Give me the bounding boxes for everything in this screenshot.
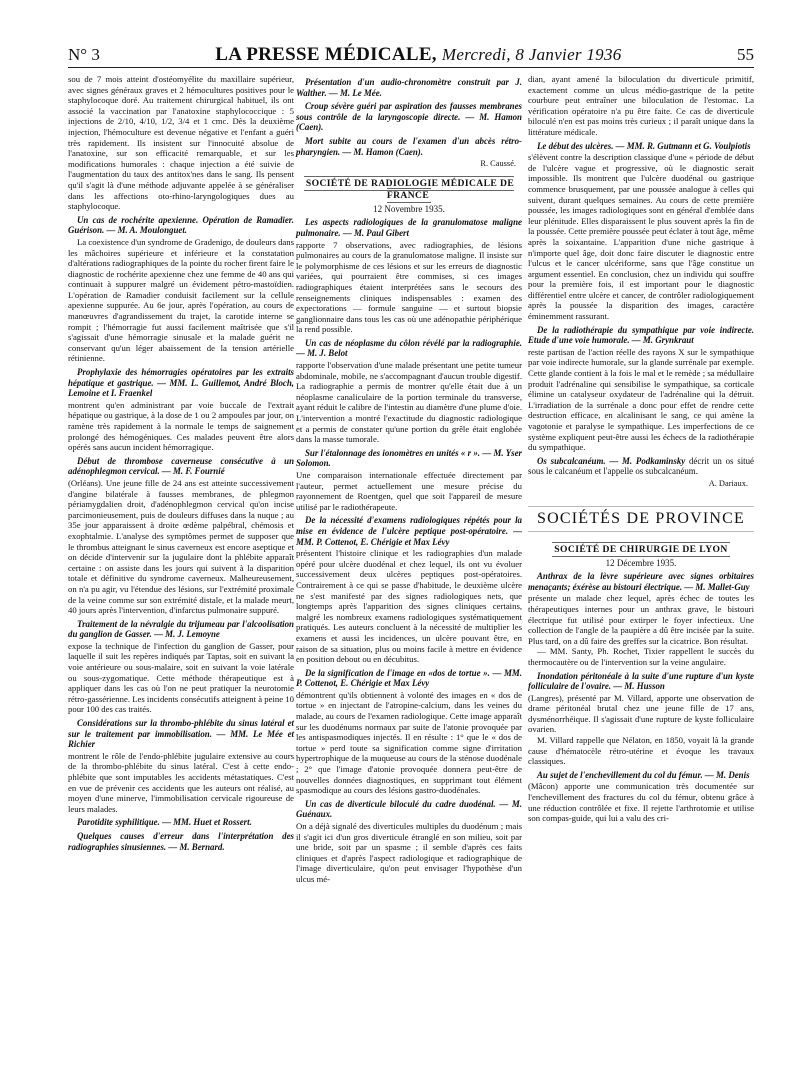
title-text: De la nécessité d'examens radiologiques répétés pour la mise en évidence de l'ulcère peptique post-opératoire.: [296, 515, 522, 536]
paragraph: M. Villard rappelle que Nélaton, en 1850, voyait là la grande cause d'hématocèle rétro-utérine et évoque les travaux classiques.: [528, 735, 754, 767]
article-authors: — M. Podkaminsky: [609, 455, 686, 466]
article-title: [528, 671, 754, 692]
article-title: [528, 141, 754, 152]
title-text: De la radiothérapie du sympathique par voie indirecte. Etude d'une voie humorale.: [528, 324, 754, 346]
section-heading: [528, 544, 754, 556]
paragraph: reste partisan de l'action réelle des rayons X sur le sympathique par voie indirecte humorale, sur la glande surrénale par exemple. Cette glande contient à la fois le mal et le remède ; sa médullaire produit l'adrénaline qui sensibilise le sympathique, sa corticale élimine un catalyseur oxydateur de l'adrénaline qui la détruit. L'irradiation de la surrénale a donc pour effet de rendre cette destruction efficace, en alcalinisant le sang, ce qui amène la vagotonie et paralyse le sympathique. Les imperfections de ce système expliquent peut-être aussi les échecs de la radiothérapie du sympathique.: [528, 346, 754, 453]
paragraph: — MM. Santy, Ph. Rochet, Tixier rappellent le succès du thermocautère ou de l'intervention sur la veine angulaire.: [528, 646, 754, 667]
paragraph: (Langres), présenté par M. Villard, apporte une observation de drame péritonéal brutal chez une jeune fille de 17 ans, dysménorrhéique. Il s'agissait d'une rupture de kyste folliculaire ovarien.: [528, 692, 754, 735]
title-text: Mort subite au cours de l'examen d'un abcès rétro-pharyngien.: [296, 135, 522, 157]
article-title: [68, 817, 294, 828]
article-title: [296, 338, 522, 359]
paragraph: démontrent qu'ils obtiennent à volonté des images en « dos de tortue » en injectant de l'atropine-calcium, dans les veines du malade, au cours de l'examen radiologique. Cette image apparaît sur les duodénums normaux par suite de l'atonie provoquée par les antispasmodiques injectés. Il en résulte : 1° que le « dos de tortue » perd toute sa signification comme signe d'irritation hypertrophique de la muqueuse au cours de la sténose duodénale ; 2° que l'image d'atonie provoquée donnera peut-être de nouvelles données diagnostiques, en supprimant tout élément spasmodique au cours des lésions gastro-duodénales.: [296, 689, 522, 796]
section-heading-text: SOCIÉTÉ DE RADIOLOGIE MÉDICALE DE FRANCE: [305, 177, 515, 201]
paragraph: montrent qu'en administrant par voie buccale de l'extrait hépatique ou gastrique, à la dose de 1 ou 2 ampoules par jour, on ramène très rapidement à la normale le temps de saignement prolongé des hémogéniques. Ces malades peuvent être alors opérés sans aucun incident hémorragique.: [68, 399, 294, 453]
article-title: [296, 77, 522, 98]
article-authors: — MM. Huet et Rossert.: [162, 817, 252, 828]
article-title: [528, 770, 754, 781]
article-authors: — M. Le Mée.: [328, 87, 382, 98]
paragraph: expose la technique de l'infection du ganglion de Gasser, pour laquelle il suit les repères indiqués par Taptas, soit en suivant la voie antérieure ou sous-malaire, soit en suivant la voie latérale ou sous-zygomatique. Cette méthode thérapeutique est à appliquer dans les cas où l'on ne peut pratiquer la neurotomie rétro-gassérienne. Les incidents consécutifs atteignent à peine 10 pour 100 des cas traités.: [68, 640, 294, 715]
paragraph: On a déjà signalé des diverticules multiples du duodénum ; mais il s'agit ici d'un gros diverticule étranglé en son milieu, soit par une bride, soit par un spasme ; il semble d'après ces faits cliniques et d'après l'aspect radiologique et radiographique de l'image diverticulaire, qu'on peut envisager l'hypothèse d'un ulcus mé-: [296, 821, 522, 884]
paragraph: (Orléans). Une jeune fille de 24 ans est atteinte successivement d'angine bilatérale à fausses membranes, de phlegmon périamygdalien droit, d'adénophlegmon cervical qu'on incise parcimonieusement, puis de douleurs diffuses dans la nuque ; au 35e jour apparaissent à droite œdème palpébral, chémosis et exophtalmie. L'analyse des symptômes permet de supposer que le thrombus atteignant le sinus caverneux est encore aseptique et on décide d'intervenir sur la jugulaire dont la phlébite apparaît certaine : on assiste dans les jours qui suivent à la disparition totale et définitive du syndrome caverneux. Malheureusement, on n'a pu agir, vu l'étendue des lésions, sur l'extrémité proximale de la veine comme sur son extrémité distale, et la malade meurt, 40 jours après l'intervention, d'infarctus pulmonaire suppuré.: [68, 477, 294, 616]
article-title: [68, 215, 294, 236]
article-title: [296, 668, 522, 689]
column-1: [68, 74, 294, 853]
page-header: [68, 44, 754, 66]
article-title: [296, 448, 522, 469]
paragraph: s'élèvent contre la description classique d'une « période de début de l'ulcère vague et progressive, où le diagnostic serait impossible. Ils montrent que l'ulcère duodénal ou gastrique commence brusquement, par une poussée analogue à celles qui suivent, durant quelques semaines. Au cours de cette première poussée, les images radiologiques sont en général d'emblée dans leur plénitude. Elles disparaissent le plus souvent après la fin de la poussée. Cette première poussée peut éclater à tout âge, même après la soixantaine. L'apparition d'une niche gastrique à n'importe quel âge, doit donc faire discuter le diagnostic entre l'ulcus et le cancer ulcériforme, sans que l'âge constitue un argument essentiel. En conclusion, chez un individu qui souffre pour la première fois, il est important pour le diagnostic différentiel entre ulcère et cancer, de contrôler radiologiquement après la poussée la disparition des images, caractère éminemment rassurant.: [528, 152, 754, 322]
page-number: 55: [737, 45, 754, 64]
title-text: Parotidite syphilitique.: [77, 817, 160, 828]
section-heading: [296, 178, 522, 202]
paragraph: présente un malade chez lequel, après échec de toutes les thérapeutiques internes pour un anthrax grave, le bistouri électrique fut utilisé pour extirper le foyer infectieux. Une collection de l'angle de la paupière a dû être incisée par la suite. Plus tard, on a dû faire des greffes sur la cicatrice. Bon résultat.: [528, 593, 754, 646]
title-text: Un cas de néoplasme du côlon révélé par la radiographie.: [305, 337, 522, 348]
report-signature: R. Caussé.: [480, 159, 516, 169]
section-date: 12 Décembre 1935.: [605, 557, 677, 568]
article-authors: — M. Grynkraut: [631, 335, 694, 346]
title-text: Début de thrombose caverneuse consécutive à un adénophlegmon cervical.: [68, 455, 294, 477]
journal-title: LA PRESSE MÉDICALE,: [215, 44, 437, 65]
article-authors: — M. Mallet-Guy: [684, 581, 750, 592]
article-authors: — M. A. Moulonguet.: [106, 225, 188, 236]
article-title: [296, 136, 522, 157]
article-title: [296, 101, 522, 133]
title-text: Croup sévère guéri par aspiration des fausses membranes sous contrôle de la laryngoscopie directe.: [296, 101, 522, 122]
article-title: [296, 515, 522, 547]
article-title: [528, 456, 754, 477]
article-authors: — M. Paul Gibert: [342, 227, 409, 238]
paragraph: décrit un os situé sous le calcanéum et l'appelle os subcalcanéum.: [528, 455, 754, 477]
title-text: Au sujet de l'enchevillement du col du fémur.: [537, 769, 703, 780]
article-authors: — M. Husson: [613, 681, 665, 692]
issue-number: N° 3: [68, 45, 100, 64]
header-rule: [68, 67, 754, 68]
title-text: Un cas de diverticule biloculé du cadre duodénal.: [305, 798, 496, 809]
article-authors: — MM. L. Guillemot, André Bloch, Lemoine et I. Fraenkel: [68, 377, 294, 399]
article-authors: — M. Hamon (Caen).: [342, 146, 423, 157]
paragraph: La coexistence d'un syndrome de Gradenigo, de douleurs dans les mâchoires supérieure et inférieure et la constatation d'altérations radiographiques de la pointe du rocher firent faire le diagnostic de rochérite apexienne chez une femme de 40 ans qui continuait à suppurer malgré un évidement pétro-mastoïdien. L'opération de Ramadier conduisit facilement sur la cellule apexienne suppurée. Au 6e jour, après l'opération, au cours de manœuvres d'agrandissement du trajet, la carotide interne se rompit ; l'hémorragie fut aussi facilement maîtrisée que s'il s'agissait d'une hémorragie sinusale et la malade guérit ne conservant qu'un léger abaissement de la tension artérielle rétinienne.: [68, 236, 294, 364]
article-title: [68, 718, 294, 750]
paragraph: présentent l'histoire clinique et les radiographies d'un malade opéré pour ulcère duodénal et chez lequel, ils ont vu évoluer successivement deux ulcères peptiques post-opératoires. Contrairement à ce qui se passe d'habitude, le deuxième ulcère ne s'est manifesté par des signes radiologiques nets, que longtemps après l'apparition des signes cliniques certains, malgré les nombreux examens radiologiques systématiquement pratiqués. Les auteurs concluent à la nécessité de multiplier les examens et aussi les incidences, un ulcère pouvant être, en raison de sa situation, plus ou moins facile à mettre en évidence en position debout ou en décubitus.: [296, 548, 522, 665]
article-authors: — M. J. Lemoyne: [154, 629, 220, 640]
title-text: Os subcalcanéum.: [537, 455, 606, 466]
section-date: 12 Novembre 1935.: [373, 203, 445, 214]
paragraph: Une comparaison internationale effectuée directement par l'auteur, permet actuellement une mesure précise du rayonnement de Roentgen, quel que soit l'appareil de mesure utilisé par le radiothérapeute.: [296, 470, 522, 512]
paragraph: montrent le rôle de l'endo-phlébite jugulaire extensive au cours de la thrombo-phlébite du sinus latéral. C'est à cette endo-phlébite que sont imputables les accidents métastatiques. C'est en vue de prévenir ces accidents que les auteurs ont réalisé, au moyen d'une minerve, l'immobilisation cervicale rigoureuse de leurs malades.: [68, 750, 294, 814]
issue-date: Mercredi, 8 Janvier 1936: [441, 45, 622, 64]
title-text: Anthrax de la lèvre supérieure avec signes orbitaires menaçants; éxérèse au bistouri électrique.: [528, 571, 754, 592]
paragraph: (Mâcon) apporte une communication très documentée sur l'enchevillement des fractures du col du fémur, obtenu grâce à une réduction contrôlée et fixe. Il rejette l'arthrotomie et utilise son compas-guide, qui lui a valu des cri-: [528, 781, 754, 824]
article-authors: — M. J. Belot: [296, 348, 348, 359]
title-text: Le début des ulcères.: [537, 140, 614, 151]
article-title: [528, 571, 754, 592]
article-authors: — MM. P. Cottenot, E. Chérigie et Max Lévy: [296, 525, 523, 547]
title-text: Sur l'étalonnage des ionomètres en unités « r ».: [305, 447, 480, 458]
title-text: Considérations sur la thrombo-phlébite du sinus latéral et sur le traitement par immobilisation.: [68, 718, 294, 739]
article-title: [528, 325, 754, 346]
article-title: [68, 831, 294, 852]
article-authors: — M. Yser Solomon.: [296, 447, 523, 469]
article-authors: — MM. R. Gutmann et G. Voulpiotis: [615, 140, 751, 151]
title-text: Présentation d'un audio-chronomètre construit par J. Walther.: [296, 77, 522, 98]
paragraph: rapporte 7 observations, avec radiographies, de lésions pulmonaires au cours de la granulomatose maligne. Il insiste sur le polymorphisme de ces lésions et sur les erreurs de diagnostic variées, qui pourraient être commises, si ces images radiographiques étaient interprétées sans le secours des renseignements cliniques indispensables : examen des expectorations — formule sanguine — et surtout biopsie ganglionnaire dans tous les cas où une adénopathie périphérique la rend possible.: [296, 239, 522, 335]
title-text: Quelques causes d'erreur dans l'interprétation des radiographies sinusiennes.: [68, 830, 294, 852]
column-3: [528, 74, 754, 824]
column-2: [296, 74, 522, 885]
title-text: De la signification de l'image en «dos de tortue ».: [305, 667, 490, 678]
report-signature: A. Dariaux.: [708, 478, 748, 488]
article-title: [68, 456, 294, 477]
title-text: Un cas de rochérite apexienne. Opération de Ramadier. Guérison.: [68, 214, 294, 236]
paragraph: sou de 7 mois atteint d'ostéomyélite du maxillaire supérieur, avec signes généraux graves et 2 hémocultures positives pour le staphylocoque doré. Au traitement chirurgical habituel, ils ont associé la vaccination par l'anatoxine staphylococcique : 5 injections de 2/10, 4/10, 1/2, 3/4 et 1 cmc. Dès la deuxième injection, l'hémoculture est devenue négative et l'enfant a guéri très rapidement. Ils insistent sur l'innocuité absolue de l'anatoxine, sur son efficacité remarquable, et sur les modifications humorales : chaque injection a été suivie de l'augmentation du taux des antitox'nes dans le sang. Ils pensent qu'il s'agit là d'une méthode adjuvante appelée à se généraliser dans les affections oto-rhino-laryngologiques dues au staphylocoque.: [68, 74, 294, 212]
article-authors: — M. Hamon (Caen).: [296, 111, 522, 133]
article-authors: — M. F. Fournié: [161, 466, 225, 477]
title-text: Traitement de la névralgie du trijumeau par l'alcoolisation du ganglion de Gasser.: [68, 618, 294, 640]
article-title: [68, 619, 294, 640]
article-title: [68, 367, 294, 399]
article-authors: — M. Guénaux.: [296, 798, 522, 820]
article-authors: — M. Denis: [704, 769, 750, 780]
article-authors: — MM. Le Mée et Richier: [68, 728, 294, 750]
title-text: Inondation péritonéale à la suite d'une rupture d'un kyste folliculaire de l'ovaire.: [528, 670, 754, 692]
title-text: Prophylaxie des hémorragies opératoires par les extraits hépatique et gastrique.: [68, 367, 294, 388]
paragraph: rapporte l'observation d'une malade présentant une petite tumeur abdominale, mobile, ne s'accompagnant d'aucun trouble digestif. La radiographie a permis de montrer qu'elle était due à un néoplasme canaliculaire de la portion terminale du transverse, ayant réduit le calibre de l'intestin au diamètre d'une plume d'oie. L'intervention a montré l'exactitude du diagnostic radiologique et a permis de constater qu'une portion du grêle était englobée dans la masse tumorale.: [296, 360, 522, 445]
article-authors: — MM. P. Cottenot, E. Chérigie et Max Lévy: [296, 667, 522, 689]
article-authors: — M. Bernard.: [168, 841, 225, 852]
section-banner: SOCIÉTÉS DE PROVINCE: [528, 506, 754, 532]
section-heading-text: SOCIÉTÉ DE CHIRURGIE DE LYON: [554, 543, 728, 555]
masthead: [215, 44, 621, 66]
article-title: [296, 217, 522, 238]
paragraph: dian, ayant amené la biloculation du diverticule primitif, exactement comme un ulcus médio-gastrique de la petite courbure peut entraîner une biloculation de l'estomac. La vérification opératoire n'a pu être faite. Ce cas de diverticule biloculé n'en est pas moins très curieux ; il paraît unique dans la littérature médicale.: [528, 74, 754, 137]
title-text: Les aspects radiologiques de la granulomatose maligne pulmonaire.: [296, 217, 522, 238]
article-title: [296, 799, 522, 820]
